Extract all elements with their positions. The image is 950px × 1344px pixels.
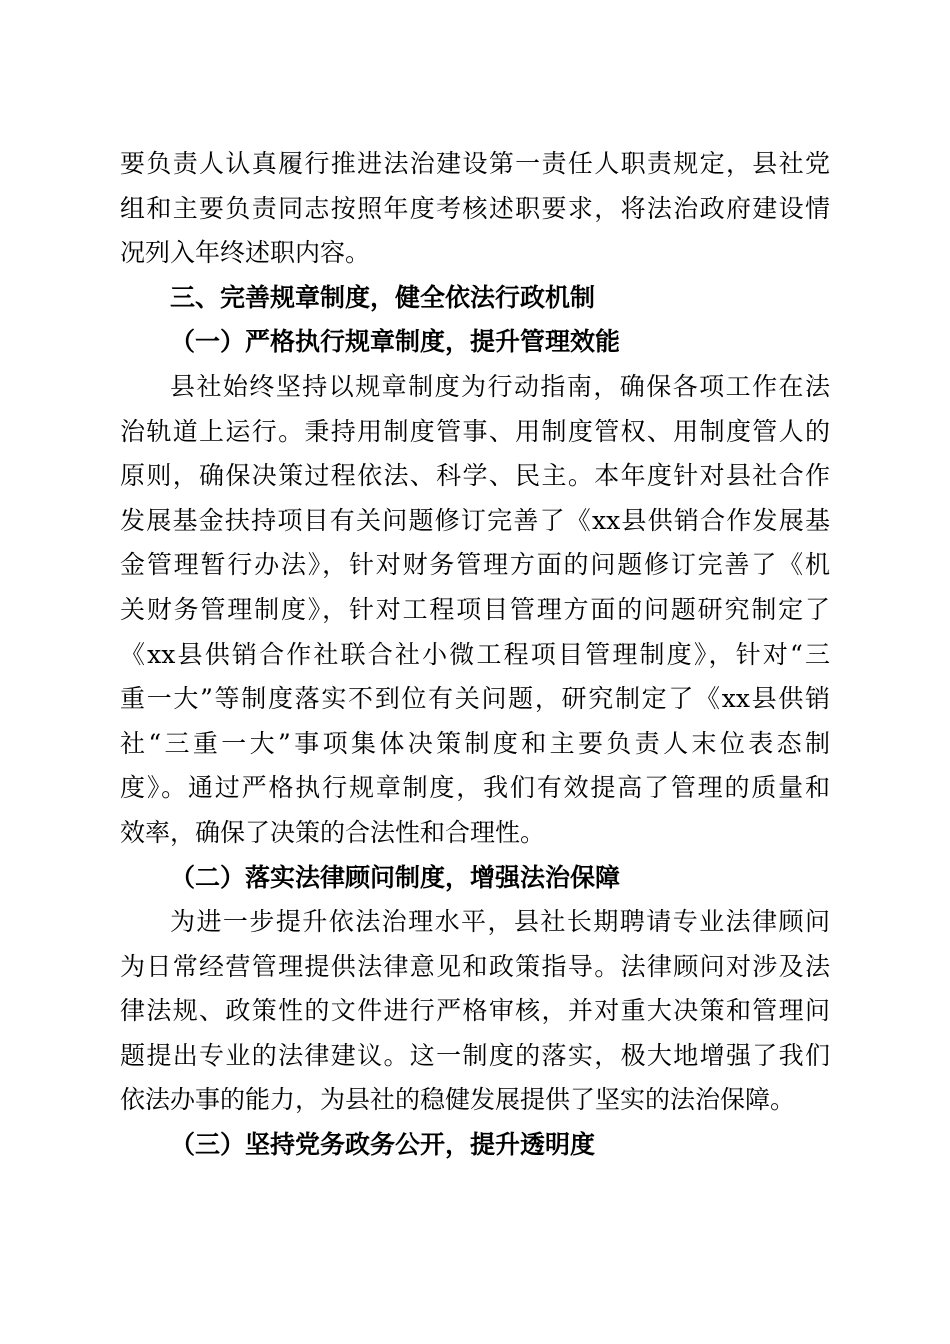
text-line: 《xx县供销合作社联合社小微工程项目管理制度》，针对“三 (120, 639, 830, 669)
text-line: 况列入年终述职内容。 (120, 238, 371, 268)
text-line: 关财务管理制度》，针对工程项目管理方面的问题研究制定了 (120, 594, 830, 624)
text-line: 依法办事的能力，为县社的稳健发展提供了坚实的法治保障。 (120, 1085, 796, 1115)
text-line: 组和主要负责同志按照年度考核述职要求，将法治政府建设情 (120, 193, 830, 223)
document-body (120, 142, 830, 1168)
text-line: 原则，确保决策过程依法、科学、民主。本年度针对县社合作 (120, 461, 830, 491)
text-line: 金管理暂行办法》，针对财务管理方面的问题修订完善了《机 (120, 550, 830, 580)
text-line: 重一大”等制度落实不到位有关问题，研究制定了《xx县供销 (120, 684, 830, 714)
text-line: 度》。通过严格执行规章制度，我们有效提高了管理的质量和 (120, 773, 830, 803)
text-line: 律法规、政策性的文件进行严格审核，并对重大决策和管理问 (120, 996, 830, 1026)
text-line: 发展基金扶持项目有关问题修订完善了《xx县供销合作发展基 (120, 505, 830, 535)
section-heading: 三、完善规章制度，健全依法行政机制 (170, 282, 596, 312)
subsection-heading: （三）坚持党务政务公开，提升透明度 (170, 1130, 596, 1160)
text-line: 为进一步提升依法治理水平，县社长期聘请专业法律顾问 (170, 907, 830, 937)
text-line: 社“三重一大”事项集体决策制度和主要负责人末位表态制 (120, 728, 830, 758)
text-line: 县社始终坚持以规章制度为行动指南，确保各项工作在法 (170, 371, 830, 401)
paragraph (120, 900, 830, 1123)
text-line: 治轨道上运行。秉持用制度管事、用制度管权、用制度管人的 (120, 416, 830, 446)
text-line: 要负责人认真履行推进法治建设第一责任人职责规定，县社党 (120, 149, 830, 178)
text-line: 为日常经营管理提供法律意见和政策指导。法律顾问对涉及法 (120, 951, 830, 981)
subsection-heading: （二）落实法律顾问制度，增强法治保障 (170, 862, 621, 892)
subsection-heading: （一）严格执行规章制度，提升管理效能 (170, 327, 621, 357)
text-line: 效率，确保了决策的合法性和合理性。 (120, 817, 546, 847)
text-line: 题提出专业的法律建议。这一制度的落实，极大地增强了我们 (120, 1040, 830, 1070)
intro-paragraph (120, 142, 830, 276)
paragraph (120, 365, 830, 856)
